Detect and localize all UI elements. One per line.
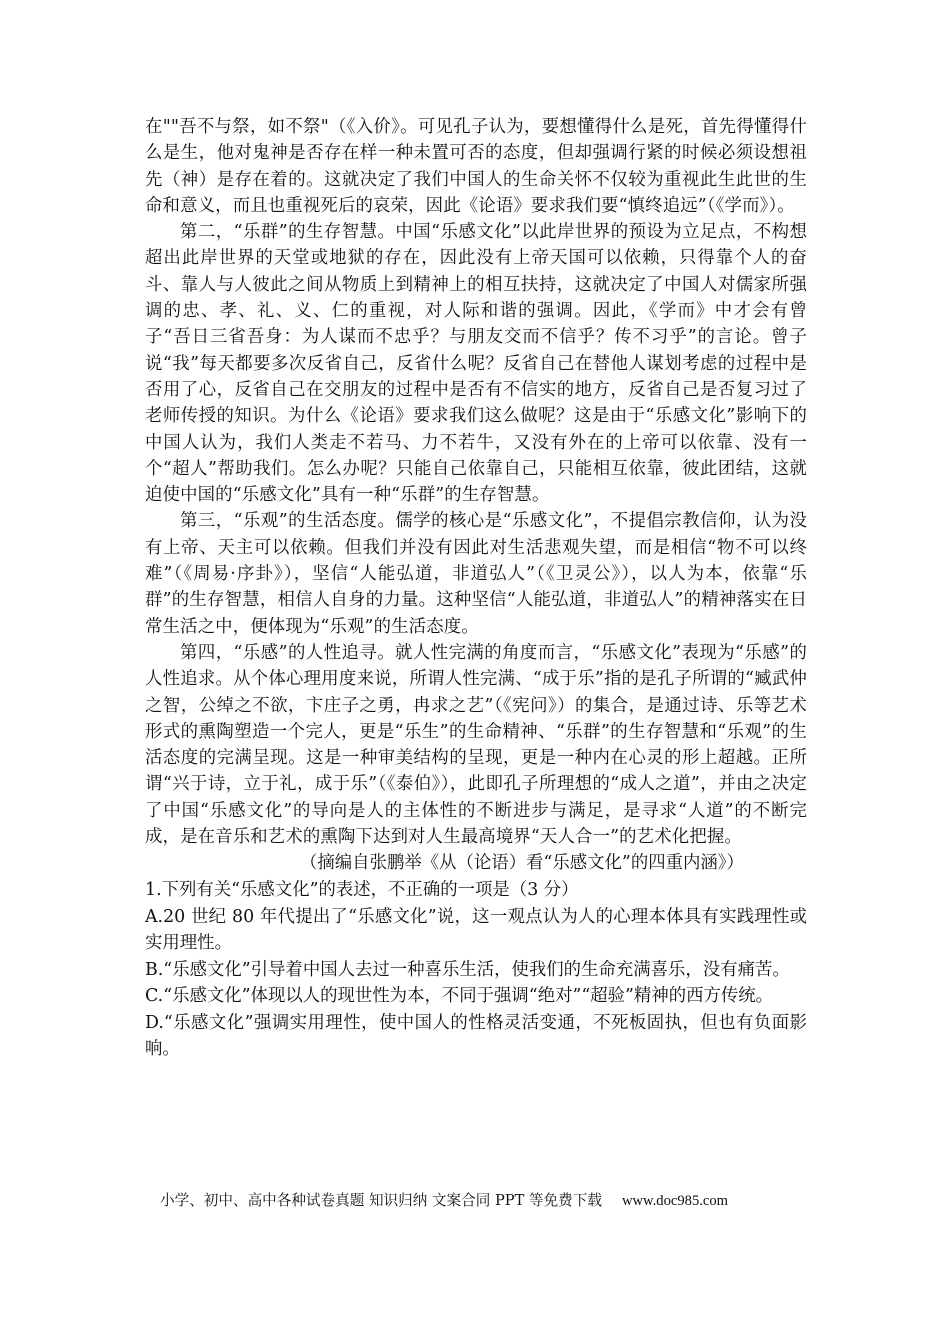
article-source: （摘编自张鹏举《从（论语）看“乐感文化”的四重内涵》） [300,853,744,874]
article-paragraph-3: 第三，“乐观”的生活态度。儒学的核心是“乐感文化”，不提倡宗教信仰，认为没有上帝、天主可以依赖。但我们并没有因此对生活悲观失望，而是相信“物不可以终难”（《周易·序卦》），坚信“人能弘道，非道弘人”（《卫灵公》），以人为本，依靠“乐群”的生存智慧，相信人自身的力量。这种坚信“人能弘道，非道弘人”的精神落实在日常生活之中，便体现为“乐观”的生活态度。 [145,511,807,637]
footer-url[interactable]: www.doc985.com [621,1193,729,1209]
page-footer [160,1190,800,1212]
article-paragraph-2: 第二，“乐群”的生存智慧。中国“乐感文化”以此岸世界的预设为立足点，不构想超出此岸世界的天堂或地狱的存在，因此没有上帝天国可以依赖，只得靠个人的奋斗、靠人与人彼此之间从物质上到精神上的相互扶持，这就决定了中国人对儒家所强调的忠、孝、礼、义、仁的重视，对人际和谐的强调。因此，《学而》中才会有曾子“吾日三省吾身：为人谋而不忠乎？与朋友交而不信乎？传不习乎”的言论。曾子说“我”每天都要多次反省自己，反省什么呢？反省自己在替他人谋划考虑的过程中是否用了心，反省自己在交朋友的过程中是否有不信实的地方，反省自己是否复习过了老师传授的知识。为什么《论语》要求我们这么做呢？这是由于“乐感文化”影响下的中国人认为，我们人类走不若马、力不若牛，又没有外在的上帝可以依靠、没有一个“超人”帮助我们。怎么办呢？只能自己依靠自己，只能相互依靠，彼此团结，这就迫使中国的“乐感文化”具有一种“乐群”的生存智慧。 [145,222,807,506]
option-b: B.“乐感文化”引导着中国人去过一种喜乐生活，使我们的生命充满喜乐，没有痛苦。 [145,959,790,980]
option-a: A.20 世纪 80 年代提出了“乐感文化”说，这一观点认为人的心理本体具有实践理性或实用理性。 [145,906,807,954]
article-paragraph-1: 在""吾不与祭，如不祭"（《入价》。可见孔子认为，要想懂得什么是死，首先得懂得什么是生，他对鬼神是否存在样一种未置可否的态度，但却强调行紧的时候必须设想祖先（神）是存在着的。这就决定了我们中国人的生命关怀不仅较为重视此生此世的生命和意义，而且也重视死后的哀荣，因此《论语》要求我们要“慎终追远”（《学而》）。 [145,117,807,216]
footer-text: 小学、初中、高中各种试卷真题 知识归纳 文案合同 PPT 等免费下载 [160,1192,602,1209]
option-c: C.“乐感文化”体现以人的现世性为本，不同于强调“绝对”“超验”精神的西方传统。 [145,986,774,1007]
article-paragraph-4: 第四，“乐感”的人性追寻。就人性完满的角度而言，“乐感文化”表现为“乐感”的人性追求。从个体心理用度来说，所谓人性完满、“成于乐”指的是孔子所谓的“臧武仲之智，公绰之不欲，卞庄子之勇，冉求之艺”（《宪问》）的集合，是通过诗、乐等艺术形式的熏陶塑造一个完人，更是“乐生”的生命精神、“乐群”的生存智慧和“乐观”的生活态度的完满呈现。这是一种审美结构的呈现，更是一种内在心灵的形上超越。正所谓“兴于诗，立于礼，成于乐”（《泰伯》），此即孔子所理想的“成人之道”，并由之决定了中国“乐感文化”的导向是人的主体性的不断进步与满足，是寻求“人道”的不断完成，是在音乐和艺术的熏陶下达到对人生最高境界“天人合一”的艺术化把握。 [145,642,807,848]
question-stem: 1.下列有关“乐感文化”的表述，不正确的一项是（3 分） [145,880,579,901]
document-page [145,114,807,1063]
option-d: D.“乐感文化”强调实用理性，使中国人的性格灵活变通，不死板固执，但也有负面影响。 [145,1012,807,1060]
